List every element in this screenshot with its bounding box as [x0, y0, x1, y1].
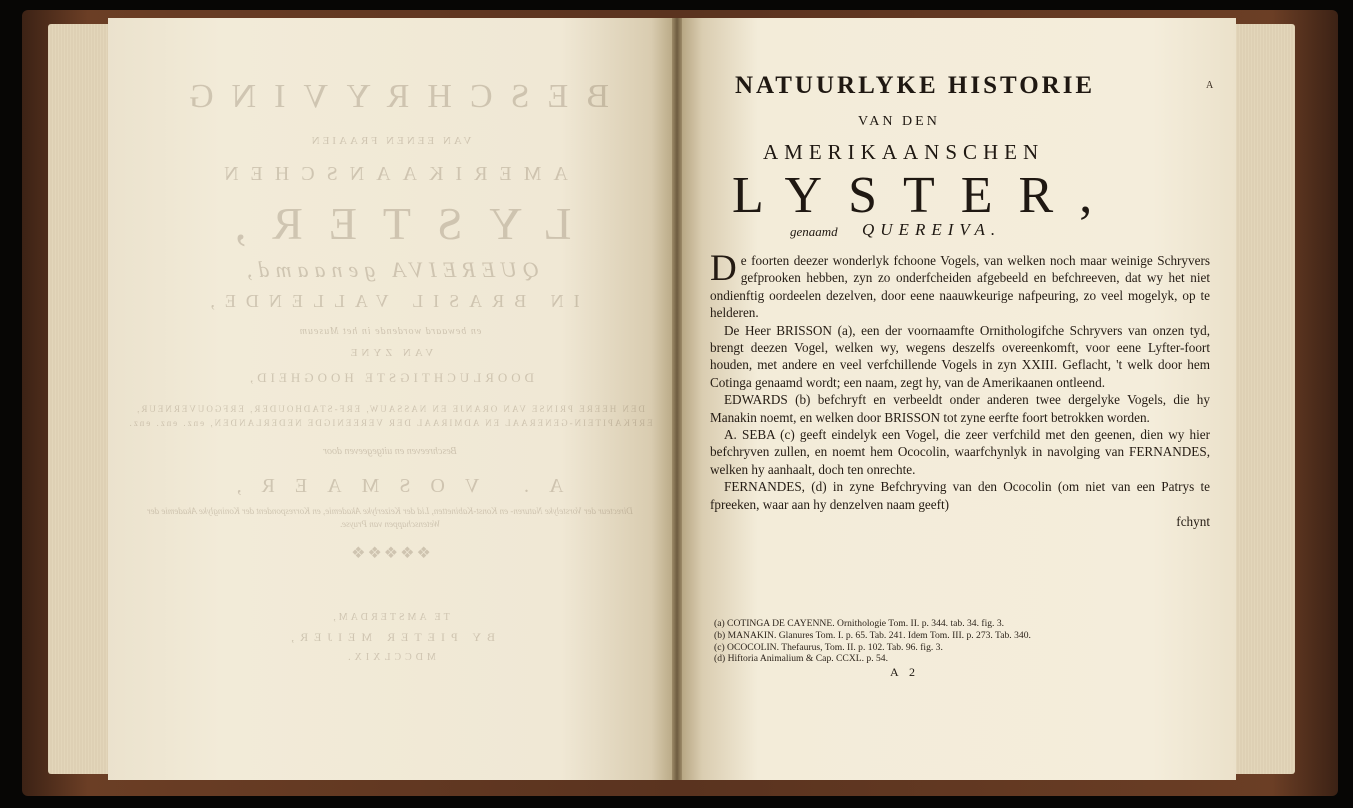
ghost-line: MDCCLXIX. [344, 652, 436, 664]
ghost-line: LYSTER, [208, 198, 572, 250]
catchword: fchynt [1176, 514, 1210, 530]
page-edges-right [1235, 24, 1295, 774]
ghost-line: VAN ZYNE [346, 347, 434, 360]
ghost-line: AMERIKAANSCHEN [212, 163, 568, 186]
footnote-b: (b) MANAKIN. Glanures Tom. I. p. 65. Tab. 241. Idem Tom. III. p. 273. Tab. 340. [714, 629, 1031, 641]
page-edges-left [48, 24, 108, 774]
ghost-line: BY PIETER MEIJER, [285, 630, 495, 645]
paragraph-3: EDWARDS (b) befchryft en verbeeldt onder anderen twee dergelyke Vogels, die hy Manakin noemt, en welken door BRISSON tot zyne eerfte foort betrokken worden. [710, 392, 1210, 425]
paragraph-4: A. SEBA (c) geeft eindelyk een Vogel, die zeer verfchild met den geenen, dien wy hier befchryven zullen, en noemt hem Ococolin, waarfchynlyk in navolging van FERNANDES, welken hy aanhaalt, doch ten onrechte. [710, 427, 1210, 477]
title-line-2: VAN DEN [858, 114, 940, 129]
ghost-line: Directeur der Vorstelyke Naturen- en Konst-Kabinetten, Lid der Keizerlyke Akademie, en Korrespondent der Koninglyke Akademie der Wetenschappen van Pruyse. [147, 506, 633, 530]
ghost-line: Beschreeven en uitgegeeven door [323, 446, 457, 458]
header-catchword: A [1206, 80, 1215, 91]
title-line-3: AMERIKAANSCHEN [763, 140, 1045, 164]
paragraph-2: De Heer BRISSON (a), een der voornaamfte Ornithologifche Schryvers van onzen tyd, brengt deezen Vogel, welken wy, wegens deszelfs overeenkomft, voor eene Lyfter-foort houden, met andere en veel verfchillende Vogels in zyn XXIII. Geflacht, 't welk door hem Cotinga genaamd wordt; een naam, zegt hy, van de Amerikaanen ontleend. [710, 322, 1210, 390]
title-line-1: NATUURLYKE HISTORIE [735, 72, 1096, 99]
ghost-line: BESCHRYVING [171, 78, 609, 115]
paragraph-1 [710, 248, 1210, 322]
ghost-line: DOORLUCHTIGSTE HOOGHEID, [245, 370, 535, 386]
paragraph-1-text: e foorten deezer wonderlyk fchoone Vogels, van welken noch maar weinige Schryvers gefprooken hebben, zyn zo onderfcheiden afgebeeld en befchreeven, dat wy het niet ondienftig oordeelen dezelven, door eene naauwkeurige nafpeuring, zo veel mogelyk, op te helderen. [710, 253, 1210, 321]
footnote-a: (a) COTINGA DE CAYENNE. Ornithologie Tom. II. p. 344. tab. 34. fig. 3. [714, 618, 1005, 629]
drop-capital: D [710, 248, 737, 289]
show-through-title-page [120, 70, 660, 663]
ghost-line: QUEREIVA genaamd, [241, 257, 539, 283]
title-genaamd: genaamd [790, 224, 838, 239]
book-gutter [672, 18, 682, 780]
ghost-line: DEN HEERE PRINSE VAN ORANJE EN NASSAUW, ERF-STADHOUDER, ERFGOUVERNEUR, ERFKAPITEIN-GENERAAL EN ADMIRAAL DER VEREENIGDE NEDERLANDEN, enz. enz. enz. [127, 404, 653, 428]
signature-mark: A 2 [890, 665, 920, 679]
ghost-line: VAN EENEN FRAAIEN [308, 135, 472, 148]
ghost-line: IN BRASIL VALLENDE, [200, 291, 580, 312]
ghost-line: A. VOSMAER, [216, 475, 564, 498]
footnote-d: (d) Hiftoria Animalium & Cap. CCXL. p. 54. [714, 653, 889, 665]
ghost-line: en bewaard wordende in het Museum [298, 326, 482, 338]
title-line-4: LYSTER, [732, 167, 1119, 224]
title-bird-name: QUEREIVA. [862, 220, 1002, 239]
footnotes [714, 618, 1214, 665]
ghost-line: TE AMSTERDAM, [330, 612, 450, 624]
ghost-ornament: ❖❖❖❖❖ [349, 544, 431, 562]
footnote-c: (c) OCOCOLIN. Thefaurus, Tom. II. p. 102. Tab. 96. fig. 3. [714, 641, 943, 653]
body-text [710, 248, 1210, 531]
paragraph-5: FERNANDES, (d) in zyne Befchryving van den Ococolin (om niet van een Patrys te fpreeken, waar aan hy denzelven naam geeft) [710, 479, 1210, 512]
